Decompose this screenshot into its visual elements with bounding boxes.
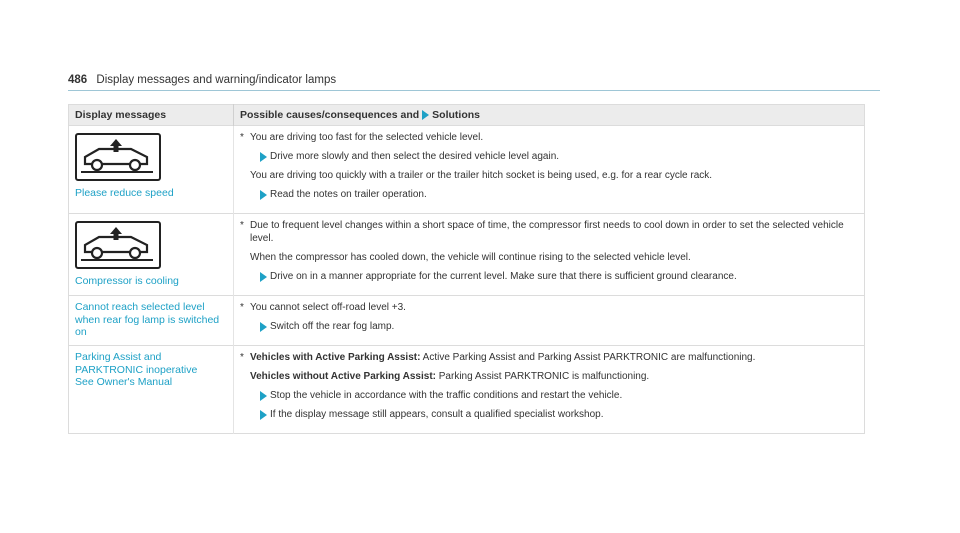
solution-cell: * Due to frequent level changes within a short space of time, the compressor first needs to cool down in order to set the selected vehicle level. When the compressor has cooled down, the vehicle will continue rising to the selected vehicle level. Drive on in a manner appropriate for the current level. Make sure that there is sufficient ground clearance. bbox=[234, 214, 865, 296]
message-text-line: PARKTRONIC inoperative bbox=[75, 363, 198, 376]
table-row bbox=[69, 126, 865, 214]
cause-text: You are driving too fast for the selected vehicle level. bbox=[250, 132, 484, 143]
table-row bbox=[69, 214, 865, 296]
col-display-messages: Display messages bbox=[69, 105, 234, 126]
message-text-line: Parking Assist and bbox=[75, 351, 162, 363]
arrow-right-icon bbox=[260, 322, 267, 332]
solution-cell: * You cannot select off-road level +3. Switch off the rear fog lamp. bbox=[234, 296, 865, 346]
message-text-line: See Owner's Manual bbox=[75, 376, 173, 388]
step-text: Switch off the rear fog lamp. bbox=[270, 321, 395, 332]
arrow-right-icon bbox=[260, 190, 267, 200]
cause-text: You cannot select off-road level +3. bbox=[250, 302, 406, 313]
table-row bbox=[69, 346, 865, 434]
page-number: 486 bbox=[68, 74, 88, 86]
arrow-right-icon bbox=[422, 110, 429, 120]
cause-text: Active Parking Assist and Parking Assist PARKTRONIC are malfunctioning. bbox=[422, 352, 756, 363]
step-text: Stop the vehicle in accordance with the traffic conditions and restart the vehicle. bbox=[270, 390, 623, 401]
step-text: Drive more slowly and then select the desired vehicle level again. bbox=[270, 151, 560, 162]
step-text: Drive on in a manner appropriate for the current level. Make sure that there is sufficient ground clearance. bbox=[270, 271, 737, 282]
header-divider bbox=[68, 90, 880, 91]
vehicle-level-up-icon bbox=[75, 133, 161, 181]
table-row bbox=[69, 296, 865, 346]
message-cell bbox=[69, 126, 234, 214]
cause-text: Parking Assist PARKTRONIC is malfunctioning. bbox=[438, 371, 650, 382]
page-title: Display messages and warning/indicator lamps bbox=[96, 74, 337, 86]
message-text: Compressor is cooling bbox=[75, 275, 179, 287]
table-header-row bbox=[69, 105, 865, 126]
cause-text: When the compressor has cooled down, the vehicle will continue rising to the selected vehicle level. bbox=[250, 252, 691, 263]
arrow-right-icon bbox=[260, 391, 267, 401]
cause-label: Vehicles without Active Parking Assist: bbox=[250, 371, 436, 382]
message-cell bbox=[69, 346, 234, 434]
arrow-right-icon bbox=[260, 152, 267, 162]
message-text: Please reduce speed bbox=[75, 187, 174, 199]
cause-text: Due to frequent level changes within a short space of time, the compressor first needs to cool down in order to set the selected vehicle level. bbox=[250, 220, 844, 244]
cause-label: Vehicles with Active Parking Assist: bbox=[250, 352, 421, 363]
vehicle-level-up-icon bbox=[75, 221, 161, 269]
arrow-right-icon bbox=[260, 410, 267, 420]
message-cell bbox=[69, 296, 234, 346]
message-cell bbox=[69, 214, 234, 296]
step-text: Read the notes on trailer operation. bbox=[270, 189, 427, 200]
arrow-right-icon bbox=[260, 272, 267, 282]
page-header bbox=[68, 74, 336, 86]
solution-cell: * You are driving too fast for the selected vehicle level. Drive more slowly and then select the desired vehicle level again. You are driving too quickly with a trailer or the trailer hitch socket is being used, e.g. for a rear cycle rack. Read the notes on trailer operation. bbox=[234, 126, 865, 214]
message-text: Cannot reach selected level when rear fog lamp is switched on bbox=[75, 301, 220, 338]
step-text: If the display message still appears, consult a qualified specialist workshop. bbox=[270, 409, 604, 420]
messages-table bbox=[68, 104, 865, 434]
col-causes-solutions: Possible causes/consequences and Solutions bbox=[234, 105, 865, 126]
solution-cell: * Vehicles with Active Parking Assist: Active Parking Assist and Parking Assist PARKTRONIC are malfunctioning. Vehicles without Active Parking Assist: Parking Assist PARKTRONIC is malfunctioning. Stop the vehicle in accordance with the traffic conditions and restart the vehicle. If the display message still appears, consult a qualified specialist workshop. bbox=[234, 346, 865, 434]
cause-text: You are driving too quickly with a trailer or the trailer hitch socket is being used, e.g. for a rear cycle rack. bbox=[250, 170, 713, 181]
